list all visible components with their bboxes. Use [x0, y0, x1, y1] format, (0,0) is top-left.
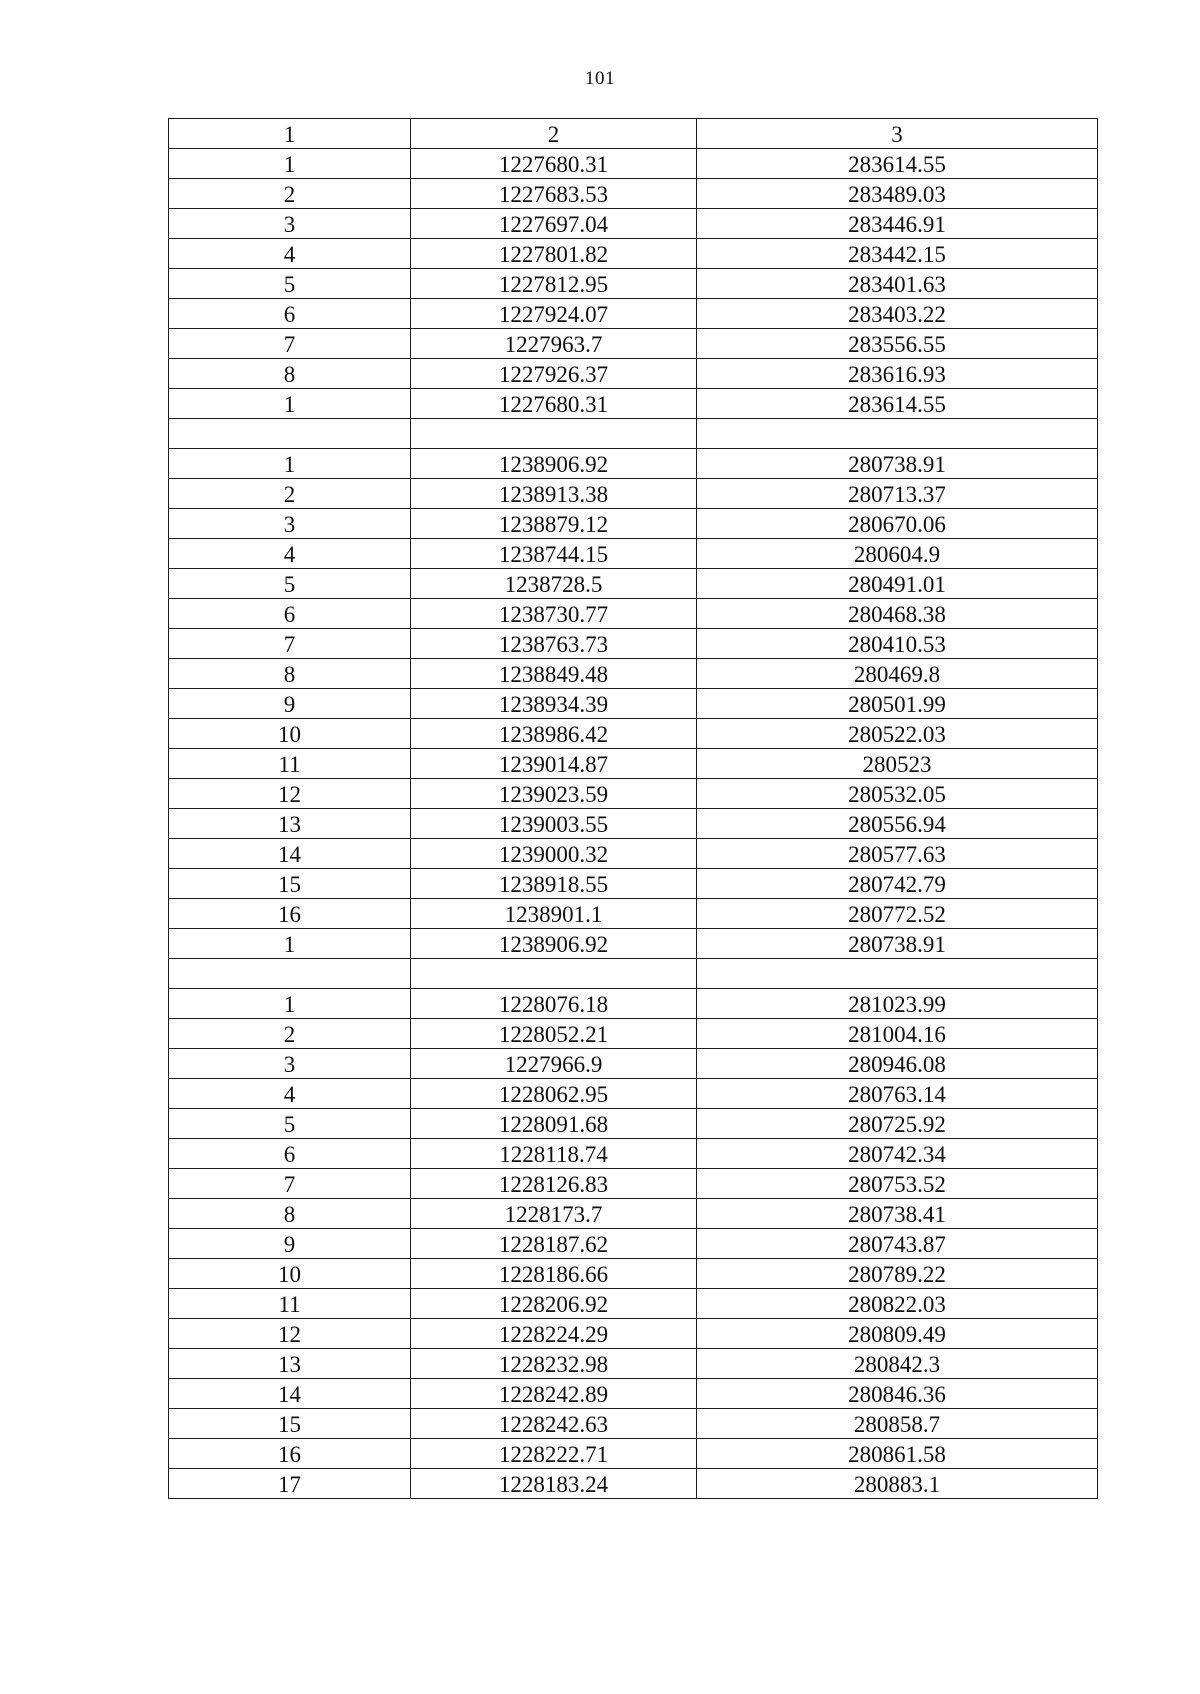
table-header-row: [169, 119, 1098, 149]
y-coordinate-cell: 280469.8: [697, 659, 1098, 689]
table-row: [169, 1379, 1098, 1409]
table-row: [169, 1439, 1098, 1469]
y-coordinate-cell: 280743.87: [697, 1229, 1098, 1259]
point-number-cell: 12: [169, 1319, 411, 1349]
y-coordinate-cell: 283403.22: [697, 299, 1098, 329]
x-coordinate-cell: [411, 959, 697, 989]
table-row: [169, 449, 1098, 479]
point-number-cell: 1: [169, 149, 411, 179]
y-coordinate-cell: 280523: [697, 749, 1098, 779]
table-row: [169, 479, 1098, 509]
y-coordinate-cell: 280842.3: [697, 1349, 1098, 1379]
point-number-cell: 15: [169, 869, 411, 899]
y-coordinate-cell: 280742.34: [697, 1139, 1098, 1169]
x-coordinate-cell: 1227683.53: [411, 179, 697, 209]
y-coordinate-cell: 280713.37: [697, 479, 1098, 509]
x-coordinate-cell: 1239014.87: [411, 749, 697, 779]
y-coordinate-cell: 280468.38: [697, 599, 1098, 629]
y-coordinate-cell: 280861.58: [697, 1439, 1098, 1469]
point-number-cell: 1: [169, 929, 411, 959]
table-row: [169, 1019, 1098, 1049]
table-row: [169, 269, 1098, 299]
point-number-cell: 5: [169, 569, 411, 599]
table-body: [169, 119, 1098, 1499]
y-coordinate-cell: 280522.03: [697, 719, 1098, 749]
x-coordinate-cell: 1228242.89: [411, 1379, 697, 1409]
table-row: [169, 389, 1098, 419]
y-coordinate-cell: 280670.06: [697, 509, 1098, 539]
y-coordinate-cell: 280858.7: [697, 1409, 1098, 1439]
x-coordinate-cell: 1238744.15: [411, 539, 697, 569]
y-coordinate-cell: 280753.52: [697, 1169, 1098, 1199]
table-row: [169, 359, 1098, 389]
table-row: [169, 599, 1098, 629]
y-coordinate-cell: [697, 959, 1098, 989]
table-row: [169, 809, 1098, 839]
x-coordinate-cell: 1228091.68: [411, 1109, 697, 1139]
y-coordinate-cell: 280532.05: [697, 779, 1098, 809]
y-coordinate-cell: 280556.94: [697, 809, 1098, 839]
x-coordinate-cell: 1227680.31: [411, 389, 697, 419]
point-number-cell: 3: [169, 1049, 411, 1079]
table-row: [169, 539, 1098, 569]
table-row: [169, 419, 1098, 449]
x-coordinate-cell: 1227926.37: [411, 359, 697, 389]
x-coordinate-cell: 1239023.59: [411, 779, 697, 809]
point-number-cell: 5: [169, 269, 411, 299]
x-coordinate-cell: 1238901.1: [411, 899, 697, 929]
point-number-cell: 14: [169, 1379, 411, 1409]
x-coordinate-cell: 1228187.62: [411, 1229, 697, 1259]
point-number-cell: 4: [169, 539, 411, 569]
x-coordinate-cell: 1227812.95: [411, 269, 697, 299]
table-row: [169, 1319, 1098, 1349]
y-coordinate-cell: 280822.03: [697, 1289, 1098, 1319]
x-coordinate-cell: 1227966.9: [411, 1049, 697, 1079]
table-row: [169, 1259, 1098, 1289]
x-coordinate-cell: 1228206.92: [411, 1289, 697, 1319]
point-number-cell: [169, 959, 411, 989]
table-row: [169, 329, 1098, 359]
y-coordinate-cell: 280742.79: [697, 869, 1098, 899]
y-coordinate-cell: 280725.92: [697, 1109, 1098, 1139]
table-row: [169, 1049, 1098, 1079]
y-coordinate-cell: 283614.55: [697, 149, 1098, 179]
point-number-cell: 16: [169, 1439, 411, 1469]
y-coordinate-cell: 283446.91: [697, 209, 1098, 239]
y-coordinate-cell: 283556.55: [697, 329, 1098, 359]
x-coordinate-cell: 1228173.7: [411, 1199, 697, 1229]
x-coordinate-cell: 1238906.92: [411, 449, 697, 479]
table-row: [169, 689, 1098, 719]
x-coordinate-cell: 1238879.12: [411, 509, 697, 539]
table-row: [169, 149, 1098, 179]
table-row: [169, 179, 1098, 209]
coordinates-table: [168, 118, 1098, 1499]
point-number-cell: 3: [169, 209, 411, 239]
table-row: [169, 209, 1098, 239]
table-row: [169, 1409, 1098, 1439]
point-number-cell: 8: [169, 659, 411, 689]
point-number-cell: 6: [169, 1139, 411, 1169]
y-coordinate-cell: 280789.22: [697, 1259, 1098, 1289]
table-row: [169, 629, 1098, 659]
point-number-cell: 2: [169, 179, 411, 209]
point-number-cell: [169, 419, 411, 449]
point-number-cell: 15: [169, 1409, 411, 1439]
table-row: [169, 1349, 1098, 1379]
point-number-cell: 7: [169, 329, 411, 359]
header-cell-3: 3: [697, 119, 1098, 149]
point-number-cell: 11: [169, 749, 411, 779]
point-number-cell: 4: [169, 239, 411, 269]
point-number-cell: 10: [169, 719, 411, 749]
point-number-cell: 4: [169, 1079, 411, 1109]
point-number-cell: 8: [169, 359, 411, 389]
table-row: [169, 509, 1098, 539]
y-coordinate-cell: 280410.53: [697, 629, 1098, 659]
table-row: [169, 869, 1098, 899]
y-coordinate-cell: 283616.93: [697, 359, 1098, 389]
table-row: [169, 1079, 1098, 1109]
x-coordinate-cell: 1227924.07: [411, 299, 697, 329]
y-coordinate-cell: 280809.49: [697, 1319, 1098, 1349]
table-row: [169, 959, 1098, 989]
point-number-cell: 10: [169, 1259, 411, 1289]
y-coordinate-cell: 280577.63: [697, 839, 1098, 869]
table-row: [169, 1109, 1098, 1139]
y-coordinate-cell: 280883.1: [697, 1469, 1098, 1499]
y-coordinate-cell: 281023.99: [697, 989, 1098, 1019]
table-row: [169, 1169, 1098, 1199]
point-number-cell: 1: [169, 989, 411, 1019]
x-coordinate-cell: 1238763.73: [411, 629, 697, 659]
y-coordinate-cell: 283442.15: [697, 239, 1098, 269]
x-coordinate-cell: 1228224.29: [411, 1319, 697, 1349]
y-coordinate-cell: 283401.63: [697, 269, 1098, 299]
point-number-cell: 12: [169, 779, 411, 809]
point-number-cell: 7: [169, 629, 411, 659]
x-coordinate-cell: 1238906.92: [411, 929, 697, 959]
point-number-cell: 3: [169, 509, 411, 539]
y-coordinate-cell: 280604.9: [697, 539, 1098, 569]
table-row: [169, 299, 1098, 329]
x-coordinate-cell: 1227697.04: [411, 209, 697, 239]
x-coordinate-cell: 1238849.48: [411, 659, 697, 689]
table-row: [169, 779, 1098, 809]
x-coordinate-cell: 1228052.21: [411, 1019, 697, 1049]
x-coordinate-cell: 1239000.32: [411, 839, 697, 869]
point-number-cell: 9: [169, 1229, 411, 1259]
y-coordinate-cell: 283614.55: [697, 389, 1098, 419]
table-row: [169, 719, 1098, 749]
table-row: [169, 1229, 1098, 1259]
table-row: [169, 1139, 1098, 1169]
table-row: [169, 239, 1098, 269]
x-coordinate-cell: 1228062.95: [411, 1079, 697, 1109]
point-number-cell: 17: [169, 1469, 411, 1499]
y-coordinate-cell: 280763.14: [697, 1079, 1098, 1109]
x-coordinate-cell: 1228186.66: [411, 1259, 697, 1289]
point-number-cell: 6: [169, 599, 411, 629]
table-row: [169, 749, 1098, 779]
point-number-cell: 13: [169, 809, 411, 839]
point-number-cell: 13: [169, 1349, 411, 1379]
table-row: [169, 989, 1098, 1019]
table-row: [169, 899, 1098, 929]
x-coordinate-cell: 1228232.98: [411, 1349, 697, 1379]
point-number-cell: 1: [169, 389, 411, 419]
x-coordinate-cell: 1239003.55: [411, 809, 697, 839]
x-coordinate-cell: 1228076.18: [411, 989, 697, 1019]
x-coordinate-cell: [411, 419, 697, 449]
table-row: [169, 659, 1098, 689]
x-coordinate-cell: 1238728.5: [411, 569, 697, 599]
table-row: [169, 569, 1098, 599]
x-coordinate-cell: 1238918.55: [411, 869, 697, 899]
x-coordinate-cell: 1228222.71: [411, 1439, 697, 1469]
y-coordinate-cell: 280491.01: [697, 569, 1098, 599]
page-number: 101: [585, 68, 615, 89]
y-coordinate-cell: 280946.08: [697, 1049, 1098, 1079]
point-number-cell: 14: [169, 839, 411, 869]
header-cell-1: 1: [169, 119, 411, 149]
x-coordinate-cell: 1228118.74: [411, 1139, 697, 1169]
point-number-cell: 9: [169, 689, 411, 719]
y-coordinate-cell: 280738.41: [697, 1199, 1098, 1229]
x-coordinate-cell: 1227680.31: [411, 149, 697, 179]
y-coordinate-cell: 280501.99: [697, 689, 1098, 719]
table-row: [169, 1469, 1098, 1499]
point-number-cell: 5: [169, 1109, 411, 1139]
y-coordinate-cell: 280738.91: [697, 449, 1098, 479]
x-coordinate-cell: 1238913.38: [411, 479, 697, 509]
x-coordinate-cell: 1238986.42: [411, 719, 697, 749]
table-row: [169, 1199, 1098, 1229]
point-number-cell: 1: [169, 449, 411, 479]
y-coordinate-cell: 283489.03: [697, 179, 1098, 209]
point-number-cell: 2: [169, 479, 411, 509]
x-coordinate-cell: 1227963.7: [411, 329, 697, 359]
table-row: [169, 929, 1098, 959]
y-coordinate-cell: 281004.16: [697, 1019, 1098, 1049]
point-number-cell: 6: [169, 299, 411, 329]
point-number-cell: 11: [169, 1289, 411, 1319]
x-coordinate-cell: 1238934.39: [411, 689, 697, 719]
y-coordinate-cell: [697, 419, 1098, 449]
y-coordinate-cell: 280846.36: [697, 1379, 1098, 1409]
table-row: [169, 1289, 1098, 1319]
y-coordinate-cell: 280772.52: [697, 899, 1098, 929]
x-coordinate-cell: 1238730.77: [411, 599, 697, 629]
x-coordinate-cell: 1228183.24: [411, 1469, 697, 1499]
point-number-cell: 8: [169, 1199, 411, 1229]
x-coordinate-cell: 1228126.83: [411, 1169, 697, 1199]
x-coordinate-cell: 1228242.63: [411, 1409, 697, 1439]
header-cell-2: 2: [411, 119, 697, 149]
table-row: [169, 839, 1098, 869]
point-number-cell: 16: [169, 899, 411, 929]
x-coordinate-cell: 1227801.82: [411, 239, 697, 269]
point-number-cell: 2: [169, 1019, 411, 1049]
y-coordinate-cell: 280738.91: [697, 929, 1098, 959]
point-number-cell: 7: [169, 1169, 411, 1199]
